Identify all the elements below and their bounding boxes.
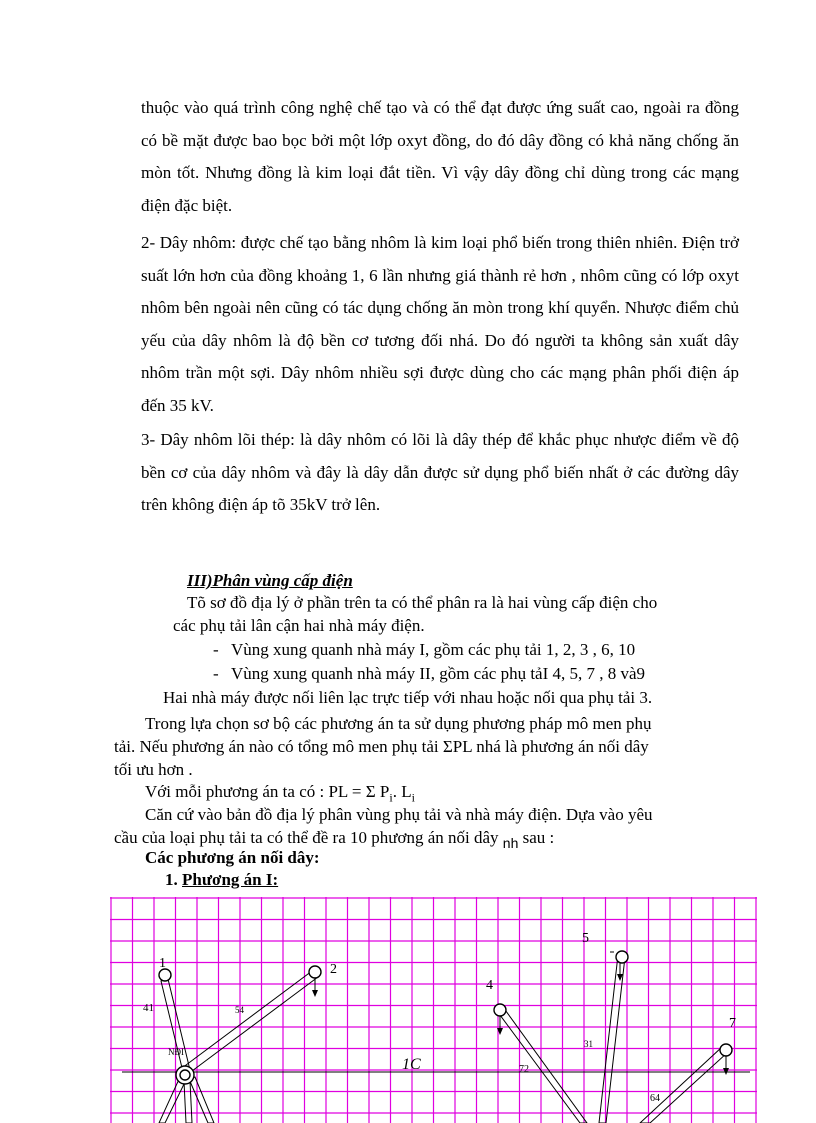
paragraph-aluminum-wire: 2- Dây nhôm: được chế tạo bằng nhôm là kim loại phổ biến trong thiên nhiên. Điện trở suất lớn hơn của đồng khoảng 1, 6 lần nhưng giá thành rẻ hơn , nhôm cũng có lớp oxyt nhôm bên ngoài nên cũng có tác dụng chống ăn mòn trong khí quyển. Nhược điểm chủ yếu của dây nhôm là độ bền cơ tương đối nhá. Do đó người ta không sản xuất dây nhôm trần một sợi. Dây nhôm nhiều sợi được dùng cho các mạng phân phối điện áp đến 35 kV.: [141, 233, 739, 415]
formula-mid: . L: [392, 782, 412, 801]
wiring-diagram: [110, 897, 757, 1123]
basis-line-1: Căn cứ vào bản đồ địa lý phân vùng phụ tải và nhà máy điện. Dựa vào yêu: [145, 805, 653, 824]
node-label-ndi: NĐI: [168, 1047, 184, 1057]
paragraph-copper-wire: thuộc vào quá trình công nghệ chế tạo và có thể đạt được ứng suất cao, ngoài ra đồng có bề mặt được bao bọc bởi một lớp oxyt đồng, do đó dây đồng có khả năng chống ăn mòn tốt. Nhưng đồng là kim loại đắt tiền. Vì vậy dây đồng chỉ dùng trong các mạng điện đặc biệt.: [141, 98, 739, 215]
formula-prefix: Với mỗi phương án ta có : PL = Σ P: [145, 782, 390, 801]
line-label-31: 31: [584, 1039, 593, 1049]
node-4: [494, 1004, 506, 1016]
options-title: Các phương án nối dây:: [145, 848, 320, 867]
section-heading: III)Phân vùng cấp điện: [187, 571, 353, 590]
diagram-grid: [110, 897, 757, 1123]
formula-subscript: i: [389, 790, 393, 805]
node-7: [720, 1044, 732, 1056]
bullet-mark: -: [213, 640, 219, 659]
paragraph-steel-core-wire: 3- Dây nhôm lõi thép: là dây nhôm có lõi là dây thép để khắc phục nhược điểm về độ bền cơ của dây nhôm và đây là dây dẫn được sử dụng phổ biến nhất ở các đường dây trên không điện áp tõ 35kV trở lên.: [141, 430, 739, 514]
node-5: [616, 951, 628, 963]
bullet-mark: -: [213, 664, 219, 683]
line-ndi-down-mid: [184, 1081, 192, 1123]
line-label-1c: 1C: [402, 1056, 421, 1073]
option-1-title: [165, 869, 278, 891]
method-line-2: tải. Nếu phương án nào có tổng mô men phụ tải ΣPL nhá là phương án nối dây: [114, 737, 649, 756]
basis-end: sau :: [522, 828, 555, 847]
line-ndi-down-right: [189, 1077, 214, 1123]
node-ndi-inner: [180, 1070, 190, 1080]
arrow-head-icon: [312, 990, 318, 997]
method-line-1: Trong lựa chọn sơ bộ các phương án ta sử dụng phương pháp mô men phụ: [145, 714, 652, 733]
line-4-down: [497, 1007, 587, 1123]
plants-link-line: Hai nhà máy được nối liên lạc trực tiếp với nhau hoặc nối qua phụ tải 3.: [163, 688, 653, 707]
bullet-item-2: [213, 663, 645, 685]
line-5-down: [599, 955, 625, 1123]
node-label-5: 5: [582, 931, 589, 946]
line-label-54: 54: [235, 1005, 244, 1015]
method-line-3: tối ưu hơn .: [114, 760, 193, 779]
formula-subscript: i: [411, 790, 415, 805]
bullet-text-2: Vùng xung quanh nhà máy II, gồm các phụ tảI 4, 5, 7 , 8 và9: [231, 664, 646, 683]
line-label-72: 72: [519, 1064, 529, 1075]
line-ndi-2: [182, 971, 318, 1074]
line-label-64: 64: [650, 1093, 660, 1104]
bullet-item-1: [213, 639, 635, 661]
intro-line-2: các phụ tải lân cận hai nhà máy điện.: [173, 616, 425, 635]
node-label-4: 4: [486, 978, 493, 993]
intro-line-1: Tõ sơ đồ địa lý ở phần trên ta có thể phân ra là hai vùng cấp điện cho: [187, 593, 658, 612]
node-2: [309, 966, 321, 978]
line-7-down: [640, 1047, 727, 1123]
basis-nh: nh: [502, 835, 519, 851]
line-label-41: 41: [143, 1002, 154, 1014]
node-label-2: 2: [330, 962, 337, 977]
bullet-text-1: Vùng xung quanh nhà máy I, gồm các phụ tải 1, 2, 3 , 6, 10: [231, 640, 636, 659]
option-number: 1.: [165, 870, 178, 889]
basis-text: cầu của loại phụ tải ta có thể đề ra 10 phương án nối dây: [114, 828, 499, 847]
node-label-1: 1: [159, 956, 166, 971]
option-title-text: Phương án I:: [182, 870, 279, 889]
node-label-7: 7: [729, 1016, 736, 1031]
basis-line-2: [114, 827, 554, 849]
